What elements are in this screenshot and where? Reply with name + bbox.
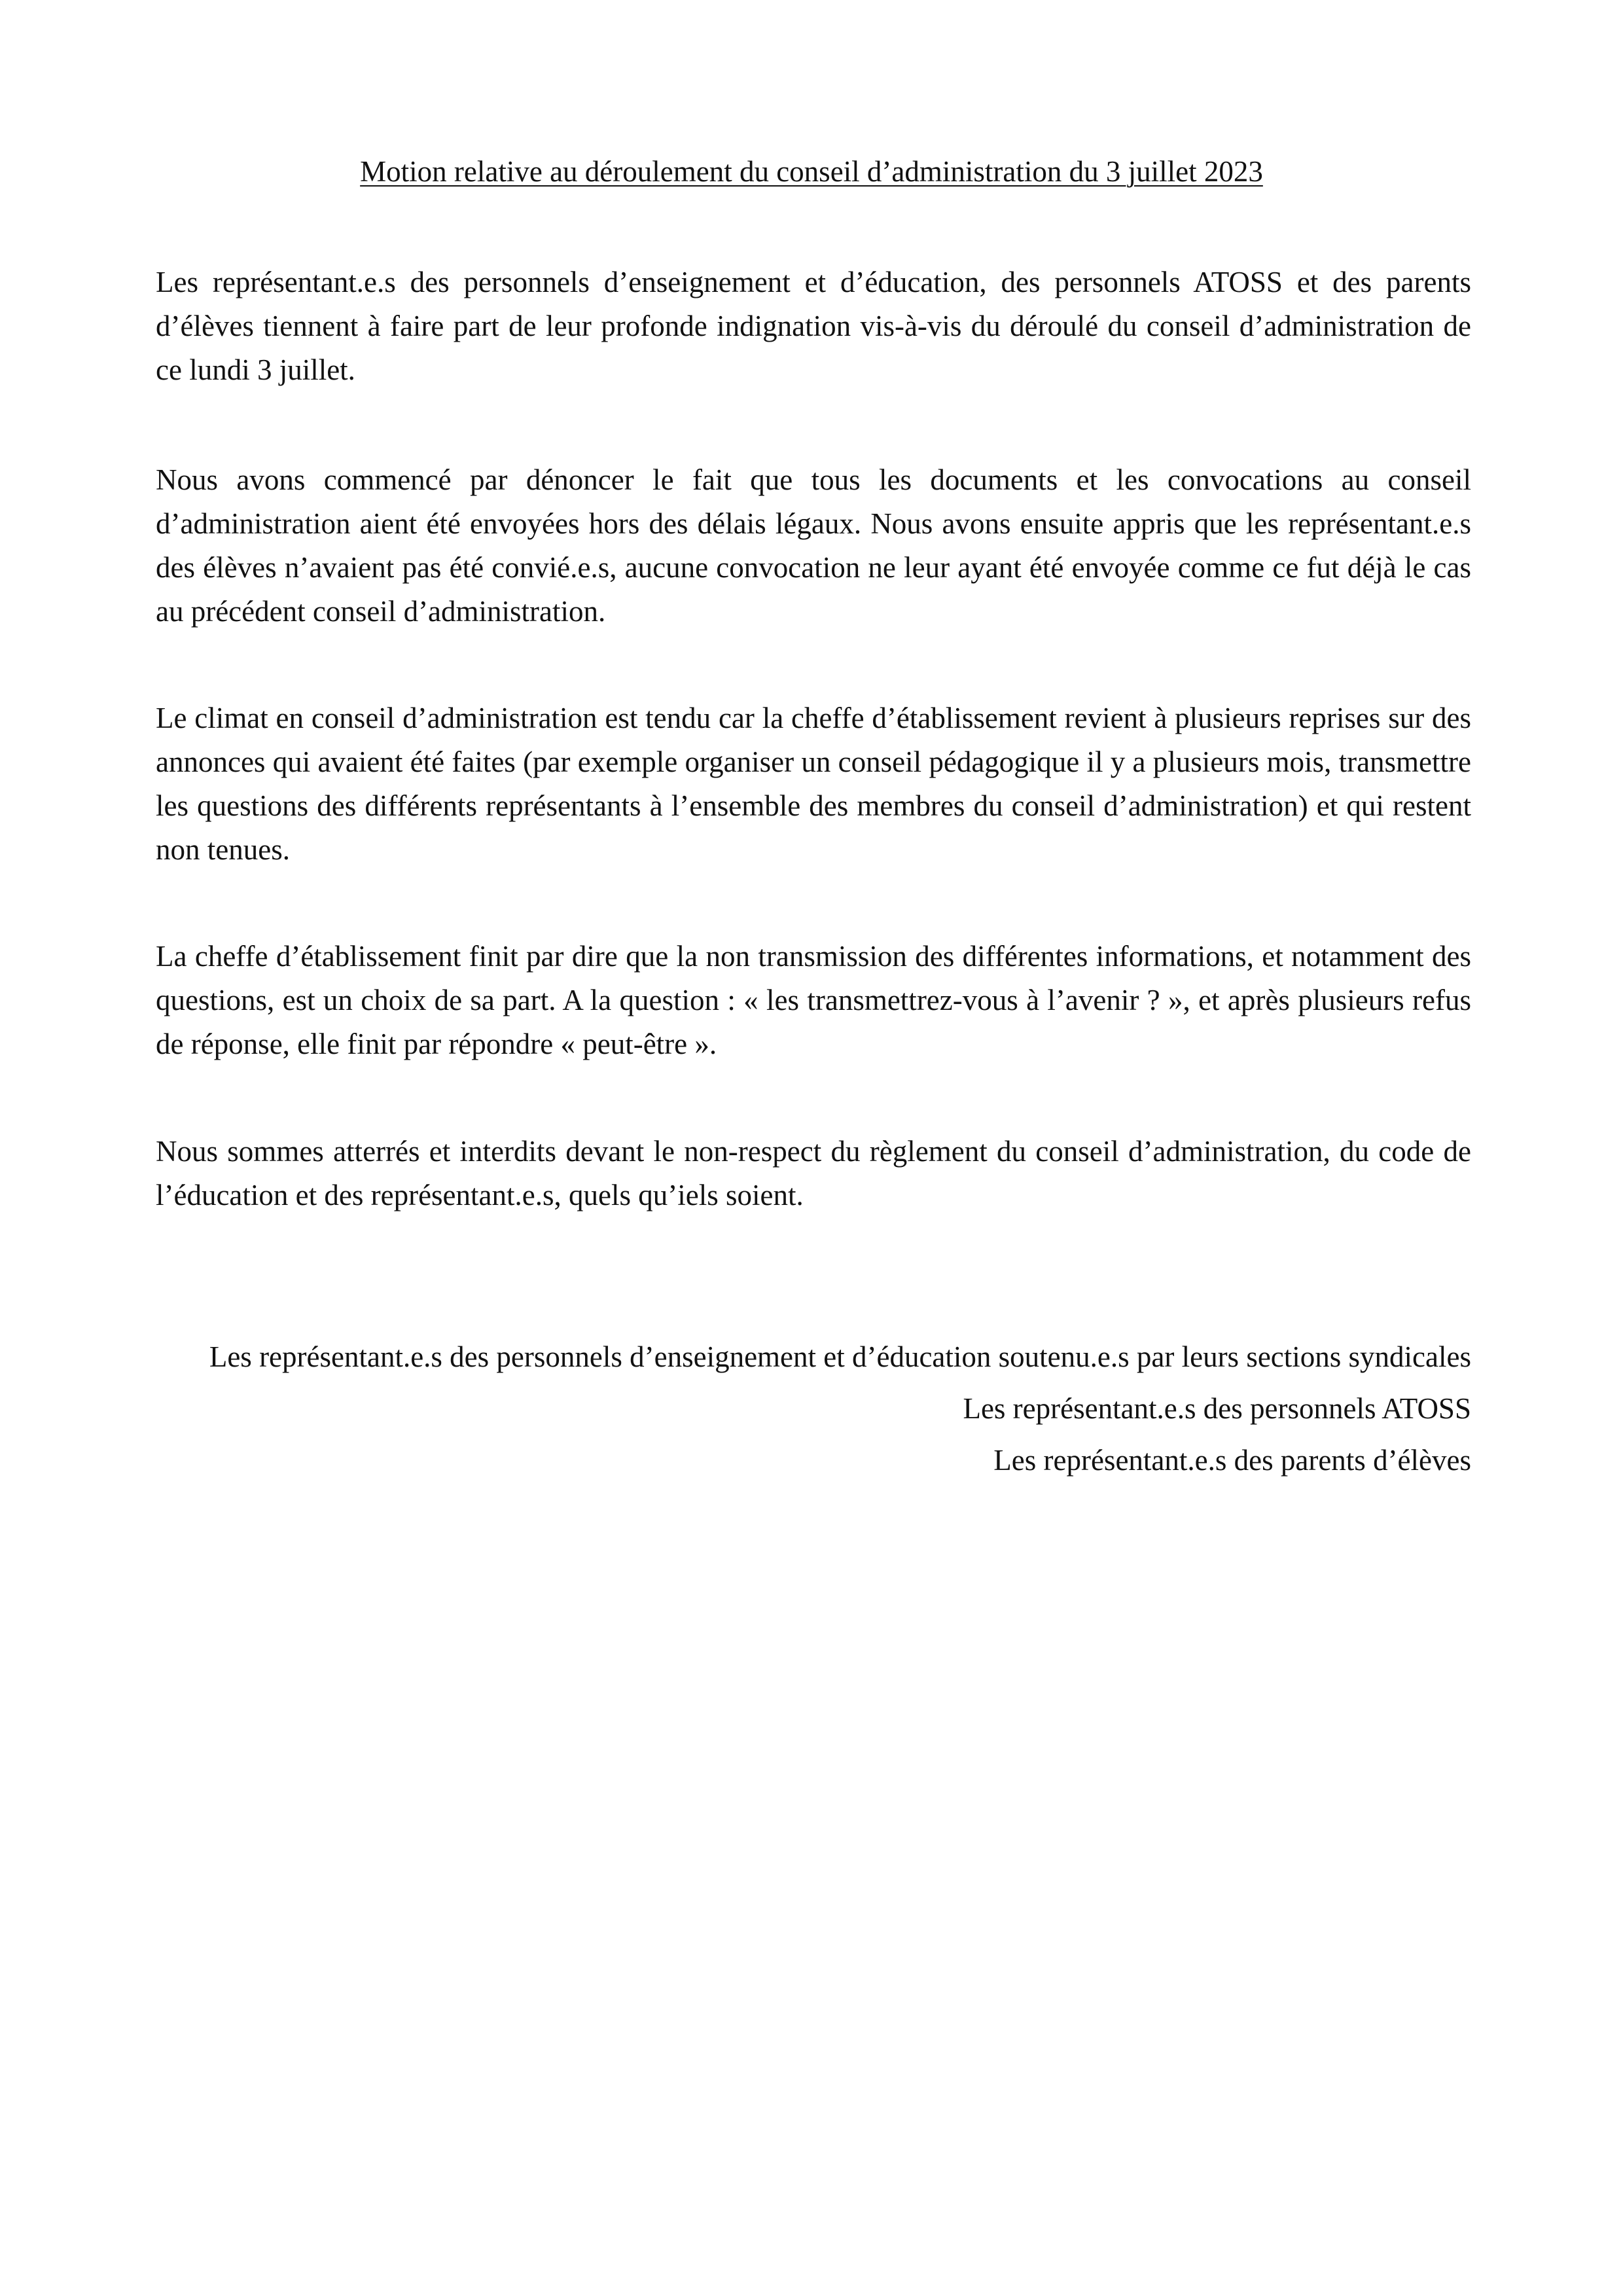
signature-enseignants: Les représentant.e.s des personnels d’enseignement et d’éducation soutenu.e.s par leurs sections syndicales xyxy=(209,1340,1471,1373)
paragraph-climat: Le climat en conseil d’administration est tendu car la cheffe d’établissement revient à plusieurs reprises sur des annonces qui avaient été faites (par exemple organiser un conseil pédagogique il y a plusieurs mois, transmettre les questions des différents représentants à l’ensemble des membres du conseil d’administration) et qui restent non tenues. xyxy=(156,702,1471,866)
document-title: Motion relative au déroulement du conseil d’administration du 3 juillet 2023 xyxy=(360,155,1263,188)
signature-block xyxy=(156,1335,1471,1482)
paragraph-transmission: La cheffe d’établissement finit par dire que la non transmission des différentes informations, et notamment des questions, est un choix de sa part. A la question : « les transmettrez-vous à l’avenir ? », et après plusieurs refus de réponse, elle finit par répondre « peut-être ». xyxy=(156,940,1471,1060)
paragraph-conclusion: Nous sommes atterrés et interdits devant le non-respect du règlement du conseil d’administration, du code de l’éducation et des représentant.e.s, quels qu’iels soient. xyxy=(156,1135,1471,1211)
paragraph-convocations: Nous avons commencé par dénoncer le fait que tous les documents et les convocations au conseil d’administration aient été envoyées hors des délais légaux. Nous avons ensuite appris que les représentant.e.s des élèves n’avaient pas été convié.e.s, aucune convocation ne leur ayant été envoyée comme ce fut déjà le cas au précédent conseil d’administration. xyxy=(156,463,1471,628)
paragraph-intro: Les représentant.e.s des personnels d’enseignement et d’éducation, des personnels ATOSS et des parents d’élèves tiennent à faire part de leur profonde indignation vis-à-vis du déroulé du conseil d’administration de ce lundi 3 juillet. xyxy=(156,266,1471,386)
signature-parents: Les représentant.e.s des parents d’élèves xyxy=(993,1444,1471,1477)
signature-atoss: Les représentant.e.s des personnels ATOSS xyxy=(963,1392,1471,1425)
